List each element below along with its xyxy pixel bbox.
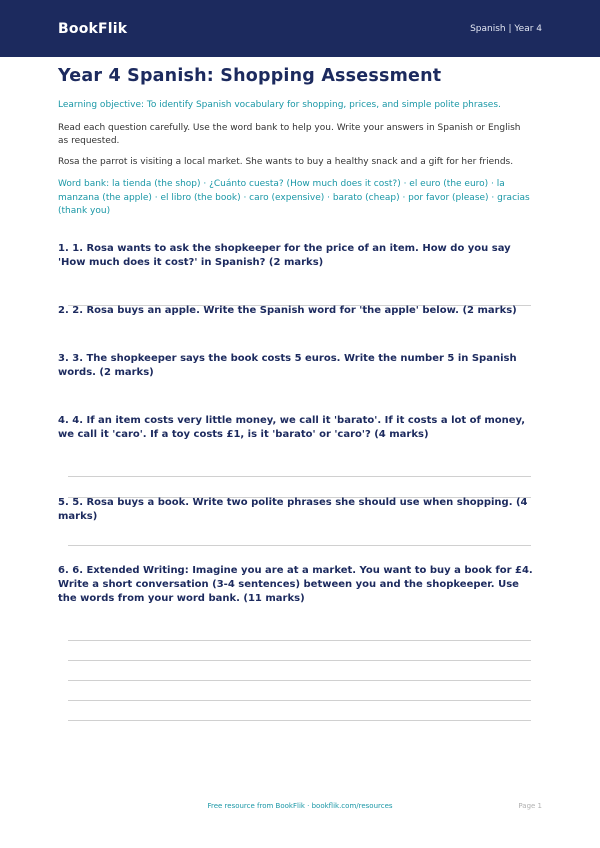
answer-line[interactable] xyxy=(68,640,531,641)
question-5: 5. 5. Rosa buys a book. Write two polite phrases she should use when shopping. (4 marks) xyxy=(58,497,528,522)
footer-text: Free resource from BookFlik · bookflik.com/resources xyxy=(207,802,393,810)
answer-line[interactable] xyxy=(68,720,531,721)
learning-objective: Learning objective: To identify Spanish vocabulary for shopping, prices, and simple polite phrases. xyxy=(58,100,501,110)
footer xyxy=(0,802,600,814)
answer-line[interactable] xyxy=(68,700,531,701)
header-bar xyxy=(0,0,600,57)
page-title: Year 4 Spanish: Shopping Assessment xyxy=(58,66,442,86)
answer-line[interactable] xyxy=(68,660,531,661)
question-6: 6. 6. Extended Writing: Imagine you are at a market. You want to buy a book for £4. Write a short conversation (3-4 sentences) between you and the shopkeeper. Use the words from your word bank. (11 marks) xyxy=(58,565,533,604)
answer-line[interactable] xyxy=(68,476,531,477)
question-2: 2. 2. Rosa buys an apple. Write the Spanish word for 'the apple' below. (2 marks) xyxy=(58,305,517,316)
page-number: Page 1 xyxy=(518,802,542,810)
question-3: 3. 3. The shopkeeper says the book costs 5 euros. Write the number 5 in Spanish words. (2 marks) xyxy=(58,353,517,378)
document-intro xyxy=(58,66,533,219)
word-bank: Word bank: la tienda (the shop) · ¿Cuánto cuesta? (How much does it cost?) · el euro (the euro) · la manzana (the apple) · el libro (the book) · caro (expensive) · barato (cheap) · por favor (please) · gracias (thank you) xyxy=(58,179,530,216)
question-4: 4. 4. If an item costs very little money, we call it 'barato'. If it costs a lot of money, we call it 'caro'. If a toy costs £1, is it 'barato' or 'caro'? (4 marks) xyxy=(58,415,526,440)
answer-line[interactable] xyxy=(68,680,531,681)
answer-line[interactable] xyxy=(68,545,531,546)
instructions: Read each question carefully. Use the word bank to help you. Write your answers in Spanish or English as requested. xyxy=(58,123,521,146)
question-1: 1. 1. Rosa wants to ask the shopkeeper for the price of an item. How do you say 'How much does it cost?' in Spanish? (2 marks) xyxy=(58,243,511,268)
brand-logo: BookFlik xyxy=(58,20,128,37)
subject-label: Spanish | Year 4 xyxy=(470,23,542,34)
scenario-text: Rosa the parrot is visiting a local market. She wants to buy a healthy snack and a gift for her friends. xyxy=(58,157,514,167)
